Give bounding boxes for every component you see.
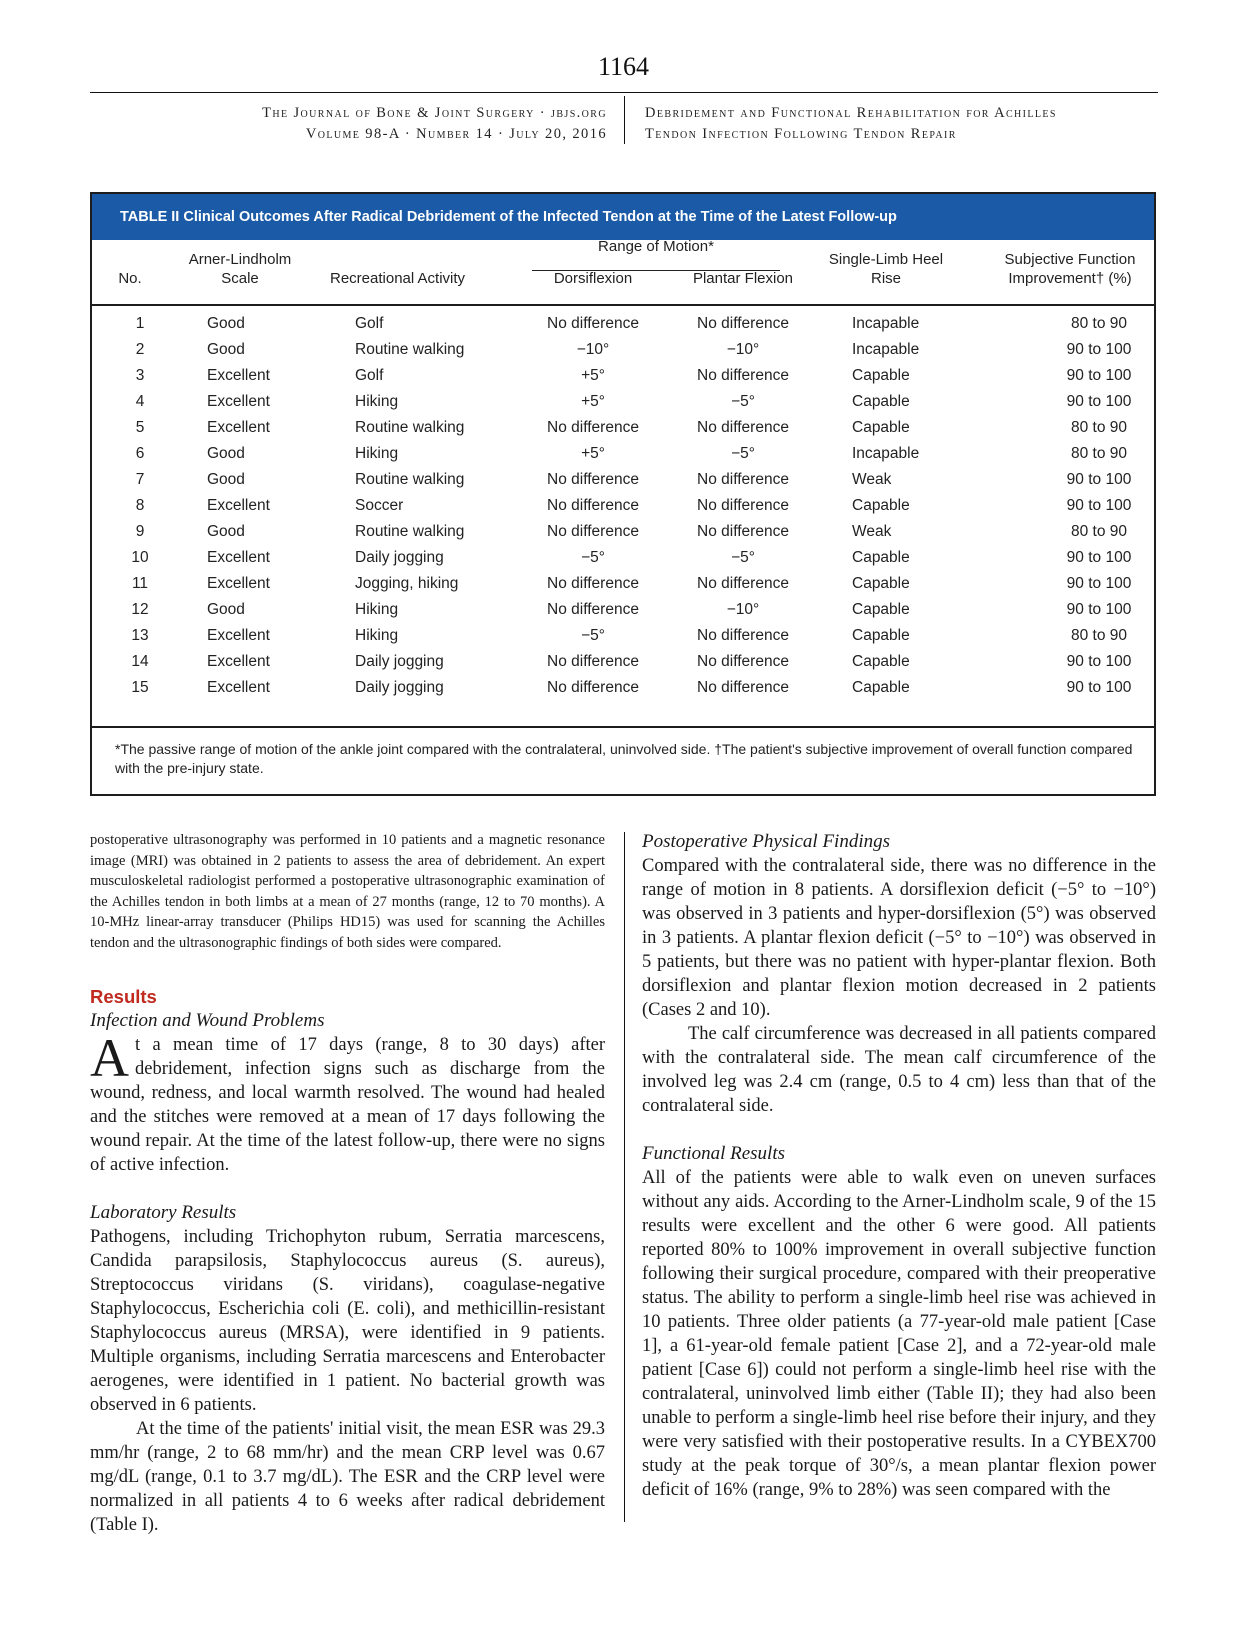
cell-plantar-flexion: No difference [697, 523, 789, 540]
col-header-scale-line1: Arner-Lindholm [188, 251, 292, 268]
col-header-plantar-flexion: Plantar Flexion [692, 270, 794, 287]
col-header-no: No. [118, 270, 142, 287]
col-header-subjective [980, 250, 1160, 288]
cell-scale: Good [207, 341, 245, 358]
table-row [90, 466, 1156, 493]
col-header-scale [175, 250, 305, 288]
cell-subjective: 90 to 100 [1066, 601, 1132, 618]
cell-scale: Excellent [207, 367, 270, 384]
column-divider [624, 832, 625, 1522]
table-row [90, 310, 1156, 337]
cell-heel-rise: Incapable [852, 315, 920, 332]
cell-no: 10 [131, 549, 149, 566]
col-header-subjective-line1: Subjective Function [1004, 251, 1136, 268]
cell-plantar-flexion: No difference [697, 497, 789, 514]
cell-subjective: 90 to 100 [1066, 679, 1132, 696]
cell-scale: Good [207, 471, 245, 488]
cell-heel-rise: Capable [852, 627, 910, 644]
table-row [90, 492, 1156, 519]
cell-dorsiflexion: −5° [581, 549, 605, 566]
table-row [90, 674, 1156, 701]
page-number: 1164 [597, 52, 650, 81]
physical-paragraph-1: Compared with the contralateral side, there was no difference in the range of motion in 8 patients. A dorsiflexion deficit (−5° to −10°) was observed in 3 patients and hyper-dorsiflexion (5°) was observed in 3 patients. A plantar flexion deficit (−5° to −10°) was observed in 5 patients, but there was no patient with hyper-plantar flexion. Both dorsiflexion and plantar flexion motion decreased in 2 patients (Cases 2 and 10). [642, 856, 1156, 1020]
cell-plantar-flexion: No difference [697, 679, 789, 696]
cell-heel-rise: Capable [852, 653, 910, 670]
cell-plantar-flexion: No difference [697, 471, 789, 488]
header-divider [624, 96, 625, 144]
cell-activity: Routine walking [355, 471, 465, 488]
left-column [90, 830, 605, 1537]
cell-dorsiflexion: No difference [547, 419, 639, 436]
col-header-heel-line1: Single-Limb Heel [828, 251, 944, 268]
cell-scale: Good [207, 445, 245, 462]
cell-no: 6 [135, 445, 145, 462]
cell-plantar-flexion: −5° [731, 549, 755, 566]
cell-subjective: 90 to 100 [1066, 549, 1132, 566]
table-row [90, 388, 1156, 415]
cell-subjective: 80 to 90 [1070, 315, 1128, 332]
lab-paragraph-1: Pathogens, including Trichophyton rubum, Serratia marcescens, Candida parapsilosis, Staphylococcus aureus (S. aureus), Streptococcus viridans (S. viridans), coagulase-negative Staphylococcus, Escherichia coli (E. coli), and methicillin-resistant Staphylococcus aureus (MRSA), were identified in 9 patients. Multiple organisms, including Serratia marcescens and Enterobacter aerogenes, were identified in 1 patient. No bacterial growth was observed in 6 patients. [90, 1226, 605, 1415]
cell-no: 8 [135, 497, 145, 514]
cell-activity: Jogging, hiking [355, 575, 459, 592]
cell-plantar-flexion: No difference [697, 367, 789, 384]
table-row [90, 362, 1156, 389]
cell-activity: Daily jogging [355, 679, 444, 696]
running-header-article [645, 103, 1057, 145]
spacer [642, 1118, 1156, 1142]
cell-activity: Golf [355, 367, 384, 384]
col-header-heel-line2: Rise [870, 270, 901, 287]
cell-plantar-flexion: No difference [697, 653, 789, 670]
cell-dorsiflexion: No difference [547, 575, 639, 592]
cell-dorsiflexion: No difference [547, 601, 639, 618]
cell-activity: Daily jogging [355, 549, 444, 566]
table-row [90, 648, 1156, 675]
infection-paragraph-text: t a mean time of 17 days (range, 8 to 30 days) after debridement, infection signs such as discharge from the wound, redness, and local warmth resolved. The wound had healed and the stitches were removed at a mean of 17 days following the wound repair. At the time of the latest follow-up, there were no signs of active infection. [90, 1034, 605, 1175]
article-title-line1: Debridement and Functional Rehabilitation for Achilles [645, 105, 1057, 121]
table-header-rule [90, 304, 1156, 306]
cell-activity: Routine walking [355, 523, 465, 540]
cell-no: 5 [135, 419, 145, 436]
cell-activity: Hiking [355, 601, 399, 618]
cell-subjective: 80 to 90 [1070, 445, 1128, 462]
cell-subjective: 90 to 100 [1066, 367, 1132, 384]
cell-dorsiflexion: +5° [581, 445, 605, 462]
cell-heel-rise: Incapable [852, 341, 920, 358]
cell-plantar-flexion: No difference [697, 627, 789, 644]
cell-dorsiflexion: No difference [547, 471, 639, 488]
cell-activity: Hiking [355, 393, 399, 410]
col-header-scale-line2: Scale [221, 270, 259, 287]
cell-subjective: 80 to 90 [1070, 523, 1128, 540]
cell-activity: Golf [355, 315, 384, 332]
cell-dorsiflexion: No difference [547, 523, 639, 540]
cell-subjective: 80 to 90 [1070, 419, 1128, 436]
cell-dorsiflexion: No difference [547, 497, 639, 514]
cell-no: 15 [131, 679, 149, 696]
col-header-dorsiflexion: Dorsiflexion [553, 270, 633, 287]
cell-scale: Excellent [207, 575, 270, 592]
physical-findings-heading: Postoperative Physical Findings [642, 831, 891, 852]
cell-plantar-flexion: No difference [697, 575, 789, 592]
cell-subjective: 90 to 100 [1066, 497, 1132, 514]
cell-no: 7 [135, 471, 145, 488]
physical-paragraph-2: The calf circumference was decreased in all patients compared with the contralateral side. The mean calf circumference of the involved leg was 2.4 cm (range, 0.5 to 4 cm) less than that of the contralateral side. [642, 1024, 1156, 1116]
cell-dorsiflexion: No difference [547, 653, 639, 670]
cell-dorsiflexion: No difference [547, 315, 639, 332]
cell-no: 11 [131, 575, 149, 592]
cell-dorsiflexion: No difference [547, 679, 639, 696]
cell-no: 4 [135, 393, 145, 410]
cell-subjective: 90 to 100 [1066, 393, 1132, 410]
cell-heel-rise: Capable [852, 393, 910, 410]
cell-dorsiflexion: −5° [581, 627, 605, 644]
col-header-heel-rise [800, 250, 972, 288]
journal-volume: Volume 98-A · Number 14 · July 20, 2016 [305, 126, 607, 142]
cell-plantar-flexion: No difference [697, 315, 789, 332]
cell-no: 14 [131, 653, 149, 670]
cell-scale: Excellent [207, 679, 270, 696]
cell-plantar-flexion: −5° [731, 393, 755, 410]
cell-heel-rise: Capable [852, 575, 910, 592]
cell-plantar-flexion: −10° [726, 341, 760, 358]
cell-heel-rise: Capable [852, 419, 910, 436]
cell-scale: Excellent [207, 497, 270, 514]
cell-heel-rise: Capable [852, 497, 910, 514]
col-header-subjective-line2: Improvement† (%) [1008, 270, 1132, 287]
cell-dorsiflexion: +5° [581, 367, 605, 384]
infection-heading: Infection and Wound Problems [90, 1009, 325, 1031]
spacer [90, 1177, 605, 1201]
table-footnote: *The passive range of motion of the ankle joint compared with the contralateral, uninvolved side. †The patient's subjective improvement of overall function compared with the pre-injury state. [115, 741, 1133, 776]
table-title: TABLE II Clinical Outcomes After Radical Debridement of the Infected Tendon at the Time of the Latest Follow-up [92, 194, 1154, 240]
cell-heel-rise: Capable [852, 549, 910, 566]
table-row [90, 414, 1156, 441]
cell-no: 1 [135, 315, 145, 332]
table-row [90, 518, 1156, 545]
cell-subjective: 80 to 90 [1070, 627, 1128, 644]
header-rule [90, 92, 1158, 93]
infection-paragraph [90, 1027, 605, 1177]
cell-plantar-flexion: −5° [731, 445, 755, 462]
cell-plantar-flexion: −10° [726, 601, 760, 618]
cell-heel-rise: Weak [852, 471, 892, 488]
cell-activity: Routine walking [355, 419, 465, 436]
running-header-journal [262, 103, 607, 145]
article-title-line2: Tendon Infection Following Tendon Repair [645, 126, 957, 142]
journal-name: The Journal of Bone & Joint Surgery · jbjs.org [262, 105, 607, 121]
intro-paragraph: postoperative ultrasonography was performed in 10 patients and a magnetic resonance image (MRI) was obtained in 2 patients to assess the area of debridement. An expert musculoskeletal radiologist performed a postoperative ultrasonographic examination of the Achilles tendon in both limbs at a mean of 27 months (range, 12 to 70 months). A 10-MHz linear-array transducer (Philips HD15) was used for scanning the Achilles tendon and the ultrasonographic findings of both sides were compared. [90, 832, 605, 951]
cell-heel-rise: Capable [852, 601, 910, 618]
cell-heel-rise: Incapable [852, 445, 920, 462]
drop-cap: A [90, 1027, 129, 1088]
cell-activity: Daily jogging [355, 653, 444, 670]
cell-subjective: 90 to 100 [1066, 341, 1132, 358]
table-row [90, 440, 1156, 467]
cell-dorsiflexion: −10° [576, 341, 610, 358]
cell-dorsiflexion: +5° [581, 393, 605, 410]
lab-paragraph-2: At the time of the patients' initial visit, the mean ESR was 29.3 mm/hr (range, 2 to 68 mm/hr) and the mean CRP level was 0.67 mg/dL (range, 0.1 to 3.7 mg/dL). The ESR and the CRP level were normalized in all patients 4 to 6 weeks after radical debridement (Table I). [90, 1418, 605, 1535]
cell-subjective: 90 to 100 [1066, 471, 1132, 488]
col-header-range-of-motion: Range of Motion* [598, 238, 714, 255]
table-row [90, 570, 1156, 597]
table-row [90, 336, 1156, 363]
right-column [642, 830, 1156, 1502]
cell-activity: Routine walking [355, 341, 465, 358]
cell-scale: Excellent [207, 549, 270, 566]
cell-scale: Good [207, 523, 245, 540]
col-header-activity: Recreational Activity [330, 270, 466, 287]
table-body-rule [90, 726, 1156, 728]
lab-heading: Laboratory Results [90, 1201, 237, 1223]
cell-scale: Good [207, 315, 245, 332]
cell-heel-rise: Capable [852, 367, 910, 384]
cell-subjective: 90 to 100 [1066, 653, 1132, 670]
cell-heel-rise: Weak [852, 523, 892, 540]
cell-no: 2 [135, 341, 145, 358]
cell-no: 3 [135, 367, 145, 384]
table-row [90, 544, 1156, 571]
cell-plantar-flexion: No difference [697, 419, 789, 436]
cell-no: 9 [135, 523, 145, 540]
table-row [90, 622, 1156, 649]
cell-scale: Good [207, 601, 245, 618]
results-heading: Results [90, 985, 157, 1007]
cell-heel-rise: Capable [852, 679, 910, 696]
functional-paragraph: All of the patients were able to walk even on uneven surfaces without any aids. According to the Arner-Lindholm scale, 9 of the 15 results were excellent and the other 6 were good. All patients reported 80% to 100% improvement in overall subjective function following their surgical procedure, compared with their preoperative status. The ability to perform a single-limb heel rise was achieved in 10 patients. Three older patients (a 77-year-old male patient [Case 1], a 61-year-old female patient [Case 2], and a 72-year-old male patient [Case 6]) could not perform a single-limb heel rise with the contralateral, uninvolved limb either (Table II); they had also been unable to perform a single-limb heel rise before their injury, and they were very satisfied with their postoperative results. In a CYBEX700 study at the peak torque of 30°/s, a mean plantar flexion power deficit of 16% (range, 9% to 28%) was seen compared with the [642, 1168, 1156, 1500]
cell-activity: Soccer [355, 497, 404, 514]
cell-scale: Excellent [207, 653, 270, 670]
functional-results-heading: Functional Results [642, 1143, 786, 1164]
cell-subjective: 90 to 100 [1066, 575, 1132, 592]
cell-no: 12 [131, 601, 149, 618]
cell-activity: Hiking [355, 445, 399, 462]
cell-scale: Excellent [207, 419, 270, 436]
cell-scale: Excellent [207, 627, 270, 644]
table-row [90, 596, 1156, 623]
cell-activity: Hiking [355, 627, 399, 644]
cell-no: 13 [131, 627, 149, 644]
cell-scale: Excellent [207, 393, 270, 410]
